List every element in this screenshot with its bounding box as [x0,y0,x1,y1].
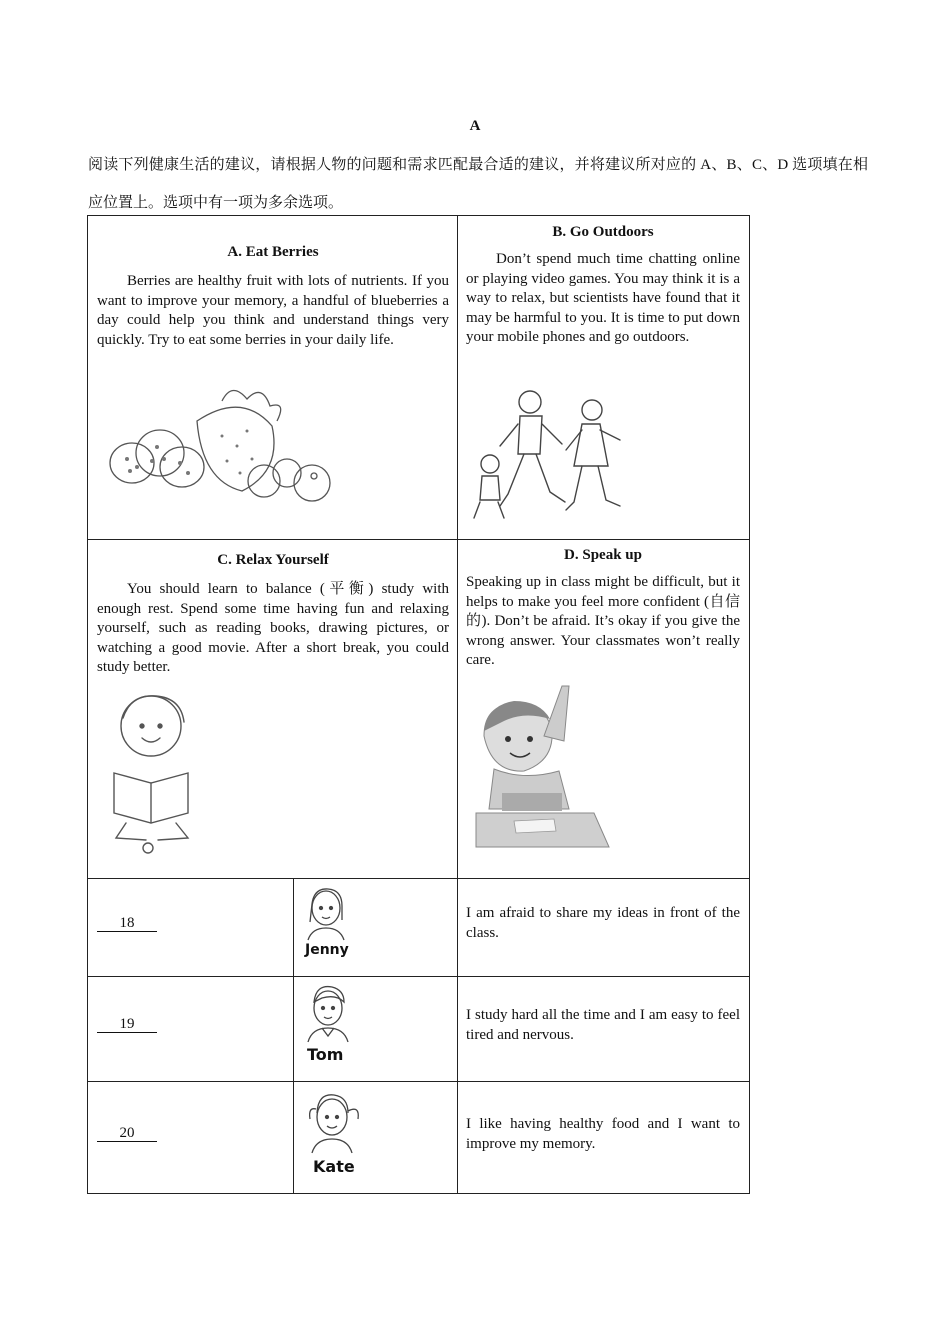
question-number: 18 [119,915,135,931]
instructions: 阅读下列健康生活的建议，请根据人物的问题和需求匹配最合适的建议，并将建议所对应的 A、B、C、D 选项填在相应位置上。选项中有一项为多余选项。 [88,157,868,211]
divider [293,878,294,1193]
question-20-text: I like having healthy food and I want to improve my memory. [466,1116,740,1152]
option-c-text: You should learn to balance (平衡) study with enough rest. Spend some time having fun and relaxing yourself, such as reading books, drawing pictures, or watching a good movie. After a short break, you could study better. [97,581,449,675]
matching-table [87,215,750,1194]
answer-blank-18[interactable] [97,915,157,932]
divider [88,1081,749,1082]
option-b-text: Don’t spend much time chatting online or playing video games. You may think it is a way to relax, but scientists have found that it may be harmful to you. It is time to put down your mobile phones and go outdoors. [466,251,740,345]
divider [88,976,749,977]
option-c-title: C. Relax Yourself [217,552,329,568]
option-a-cell [97,244,449,350]
option-d-text: Speaking up in class might be difficult, but it helps to make you feel more confident (自信的). Don’t be afraid. It’s okay if you give the wrong answer. Your classmates won’t really care. [466,574,740,668]
option-d-cell [466,547,740,671]
tom-name-label: Tom [307,1045,344,1064]
kate-name-label: Kate [313,1157,355,1176]
tom-portrait [302,984,352,1044]
divider [88,539,749,540]
question-18-text: I am afraid to share my ideas in front of the class. [466,905,740,941]
option-a-title: A. Eat Berries [227,244,319,260]
boy-reading-illustration [106,688,196,858]
family-walking-illustration [470,384,630,524]
option-a-text: Berries are healthy fruit with lots of nutrients. If you want to improve your memory, a handful of blueberries a day could help you think and understand things very quickly. Try to eat some berries in your daily life. [97,273,449,348]
divider [457,216,458,1193]
option-b-title: B. Go Outdoors [552,224,654,240]
option-d-title: D. Speak up [564,547,642,563]
answer-blank-20[interactable] [97,1125,157,1142]
question-number: 20 [119,1125,135,1141]
kate-portrait [304,1089,364,1155]
berries-illustration [102,381,342,501]
option-b-cell [466,224,740,348]
section-heading: A [469,118,481,134]
answer-blank-19[interactable] [97,1016,157,1033]
jenny-name-label: Jenny [305,942,349,958]
option-c-cell [97,552,449,678]
divider [88,878,749,879]
jenny-portrait [302,886,352,942]
question-number: 19 [119,1016,135,1032]
child-raising-hand-illustration [474,681,624,851]
question-19-text: I study hard all the time and I am easy to feel tired and nervous. [466,1007,740,1043]
